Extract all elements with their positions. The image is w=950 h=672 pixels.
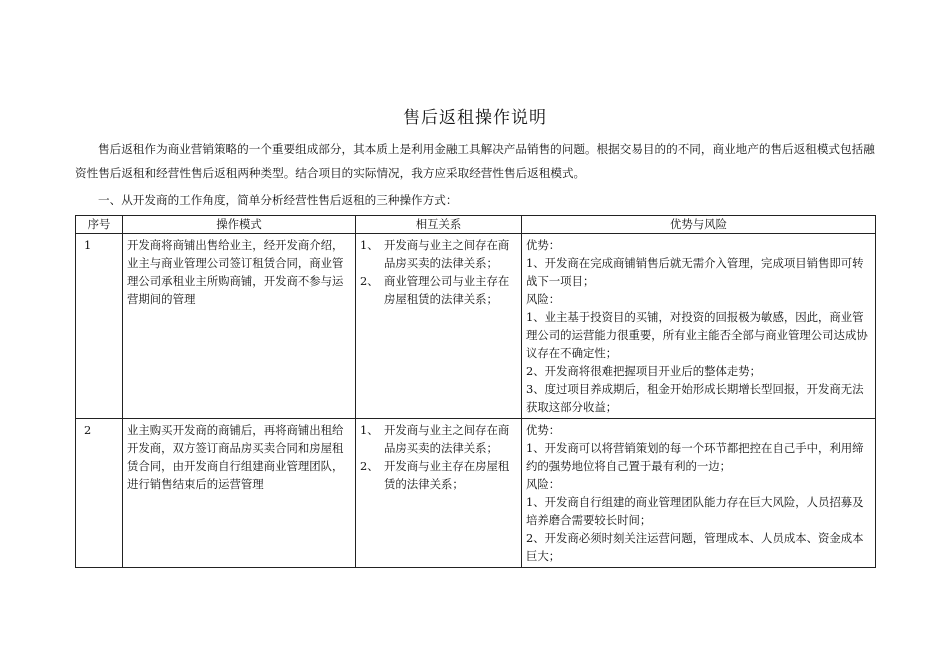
- table-row: [76, 419, 876, 568]
- page-title: 售后返租操作说明: [403, 108, 547, 128]
- header-mode: 操作模式: [123, 216, 356, 234]
- table-row: [76, 234, 876, 419]
- relation-item: 1、 开发商与业主之间存在商品房买卖的法律关系；: [360, 423, 510, 455]
- risk-line: 1、业主基于投资目的买铺，对投资的回报极为敏感，因此，商业管理公司的运营能力很重要，所有业主能否全部与商业管理公司达成协议存在不确定性；: [526, 310, 868, 360]
- operation-table: [75, 215, 876, 568]
- row-relations: [356, 234, 522, 419]
- row-risks: [522, 419, 876, 568]
- table-header-row: [76, 216, 876, 234]
- risk-line: 2、开发商必须时刻关注运营问题，管理成本、人员成本、资金成本巨大；: [526, 531, 864, 563]
- row-seq: 1: [76, 234, 123, 419]
- header-risks: 优势与风险: [522, 216, 876, 234]
- relation-item: 2、 开发商与业主存在房屋租赁的法律关系；: [360, 459, 510, 491]
- relation-item: 2、 商业管理公司与业主存在房屋租赁的法律关系；: [360, 274, 510, 306]
- row-mode: 业主购买开发商的商铺后，再将商铺出租给开发商，双方签订商品房买卖合同和房屋租赁合同，由开发商自行组建商业管理团队，进行销售结束后的运营管理: [123, 419, 356, 568]
- risk-line: 风险：: [526, 292, 561, 306]
- section-heading: 一、从开发商的工作角度，简单分析经营性售后返租的三种操作方式：: [98, 193, 458, 207]
- header-relations: 相互关系: [356, 216, 522, 234]
- row-mode: 开发商将商铺出售给业主，经开发商介绍，业主与商业管理公司签订租赁合同，商业管理公司承租业主所购商铺，开发商不参与运营期间的管理: [123, 234, 356, 419]
- risk-line: 优势：: [526, 423, 561, 437]
- relation-item: 1、 开发商与业主之间存在商品房买卖的法律关系；: [360, 238, 510, 270]
- risk-line: 2、开发商将很难把握项目开业后的整体走势；: [526, 364, 762, 378]
- header-seq: 序号: [76, 216, 123, 234]
- row-risks: [522, 234, 876, 419]
- risk-line: 风险：: [526, 477, 561, 491]
- risk-line: 1、开发商可以将营销策划的每一个环节都把控在自己手中，利用缔约的强势地位将自己置于最有利的一边；: [526, 441, 864, 473]
- risk-line: 1、开发商在完成商铺销售后就无需介入管理，完成项目销售即可转战下一项目；: [526, 256, 864, 288]
- risk-line: 3、度过项目养成期后，租金开始形成长期增长型回报，开发商无法获取这部分收益；: [526, 382, 864, 414]
- risk-line: 优势：: [526, 238, 561, 252]
- intro-paragraph: 售后返租作为商业营销策略的一个重要组成部分，其本质上是利用金融工具解决产品销售的问题。根据交易目的的不同，商业地产的售后返租模式包括融资性售后返租和经营性售后返租两种类型。结合项目的实际情况，我方应采取经营性售后返租模式。: [75, 142, 875, 180]
- row-relations: [356, 419, 522, 568]
- risk-line: 1、开发商自行组建的商业管理团队能力存在巨大风险，人员招募及培养磨合需要较长时间；: [526, 495, 864, 527]
- row-seq: 2: [76, 419, 123, 568]
